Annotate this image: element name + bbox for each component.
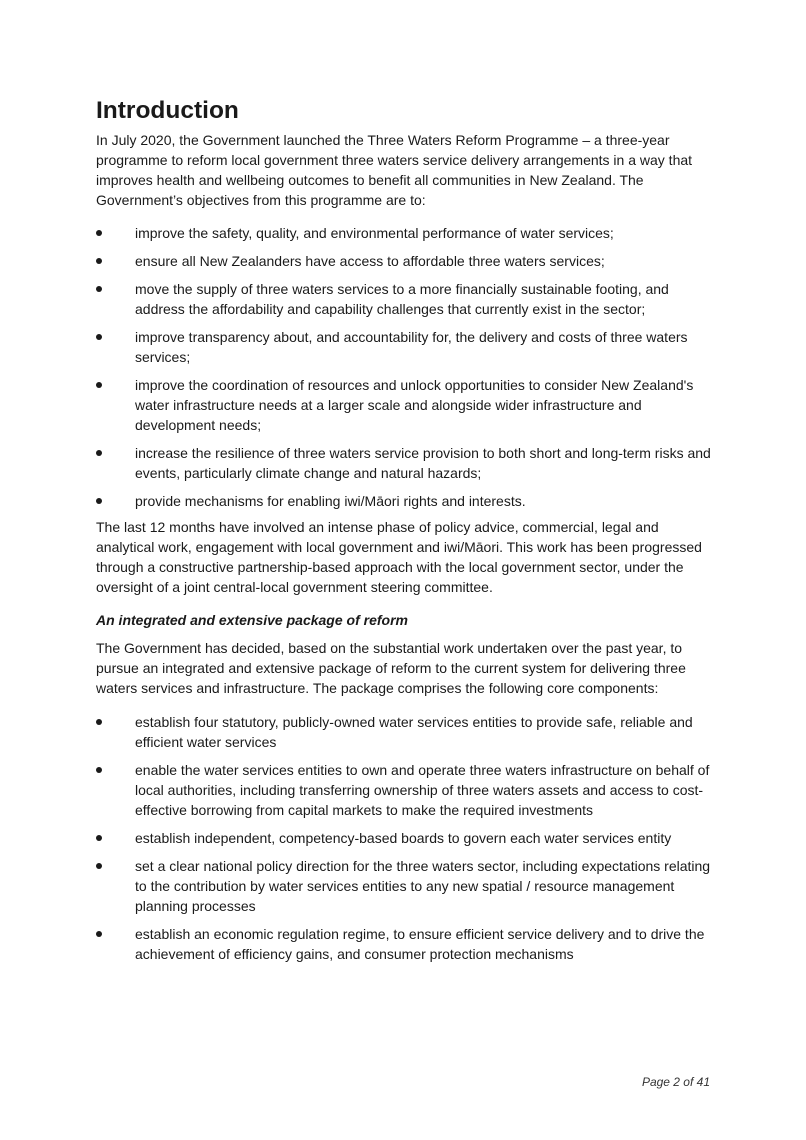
list-item xyxy=(96,856,716,916)
bullet-icon xyxy=(96,835,102,841)
bullet-icon xyxy=(96,382,102,388)
package-paragraph: The Government has decided, based on the substantial work undertaken over the past year, to pursue an integrated and extensive package of reform to the current system for delivering three waters services and infrastructure. The package comprises the following core components: xyxy=(96,640,686,697)
components-list xyxy=(96,712,716,964)
page-title: Introduction xyxy=(96,97,239,124)
page-number: Page 2 of 41 xyxy=(641,1075,710,1089)
list-item-text: move the supply of three waters services to a more financially sustainable footing, and address the affordability and capability challenges that currently exist in the sector; xyxy=(135,281,669,318)
bullet-icon xyxy=(96,719,102,725)
bullet-icon xyxy=(96,230,102,236)
bullet-icon xyxy=(96,258,102,264)
list-item xyxy=(96,443,716,483)
bullet-icon xyxy=(96,334,102,340)
list-item xyxy=(96,491,716,511)
list-item-text: establish an economic regulation regime, to ensure efficient service delivery and to drive the achievement of efficiency gains, and consumer protection mechanisms xyxy=(135,926,705,963)
list-item-text: increase the resilience of three waters service provision to both short and long-term risks and events, particularly climate change and natural hazards; xyxy=(135,445,711,482)
objectives-list xyxy=(96,223,716,511)
list-item-text: improve transparency about, and accountability for, the delivery and costs of three waters services; xyxy=(135,329,688,366)
list-item xyxy=(96,828,716,848)
list-item-text: enable the water services entities to own and operate three waters infrastructure on behalf of local authorities, including transferring ownership of three waters assets and access to cost-effective borrowing from capital markets to make the required investments xyxy=(135,762,710,819)
list-item-text: establish independent, competency-based boards to govern each water services entity xyxy=(135,830,672,847)
list-item xyxy=(96,712,716,752)
intro-paragraph: In July 2020, the Government launched the Three Waters Reform Programme – a three-year programme to reform local government three waters service delivery arrangements in a way that improves health and wellbeing outcomes to benefit all communities in New Zealand. The Government’s objectives from this programme are to: xyxy=(96,132,693,209)
section-subheading: An integrated and extensive package of reform xyxy=(96,612,408,629)
bullet-icon xyxy=(96,767,102,773)
progress-paragraph: The last 12 months have involved an intense phase of policy advice, commercial, legal and analytical work, engagement with local government and iwi/Māori. This work has been progressed through a constructive partnership-based approach with the local government sector, under the oversight of a joint central-local government steering committee. xyxy=(96,519,702,596)
list-item xyxy=(96,375,716,435)
bullet-icon xyxy=(96,498,102,504)
bullet-icon xyxy=(96,863,102,869)
list-item xyxy=(96,327,716,367)
document-page xyxy=(96,96,716,972)
bullet-icon xyxy=(96,450,102,456)
list-item-text: set a clear national policy direction for the three waters sector, including expectations relating to the contribution by water services entities to any new spatial / resource management planning processes xyxy=(135,858,711,915)
list-item-text: improve the safety, quality, and environmental performance of water services; xyxy=(135,225,614,242)
list-item-text: improve the coordination of resources and unlock opportunities to consider New Zealand's water infrastructure needs at a larger scale and alongside wider infrastructure and development needs; xyxy=(135,377,694,434)
list-item xyxy=(96,279,716,319)
list-item xyxy=(96,760,716,820)
list-item-text: establish four statutory, publicly-owned water services entities to provide safe, reliable and efficient water services xyxy=(135,714,693,751)
list-item-text: ensure all New Zealanders have access to affordable three waters services; xyxy=(135,253,605,270)
list-item xyxy=(96,924,716,964)
bullet-icon xyxy=(96,931,102,937)
list-item-text: provide mechanisms for enabling iwi/Māori rights and interests. xyxy=(135,493,526,510)
list-item xyxy=(96,251,716,271)
list-item xyxy=(96,223,716,243)
bullet-icon xyxy=(96,286,102,292)
